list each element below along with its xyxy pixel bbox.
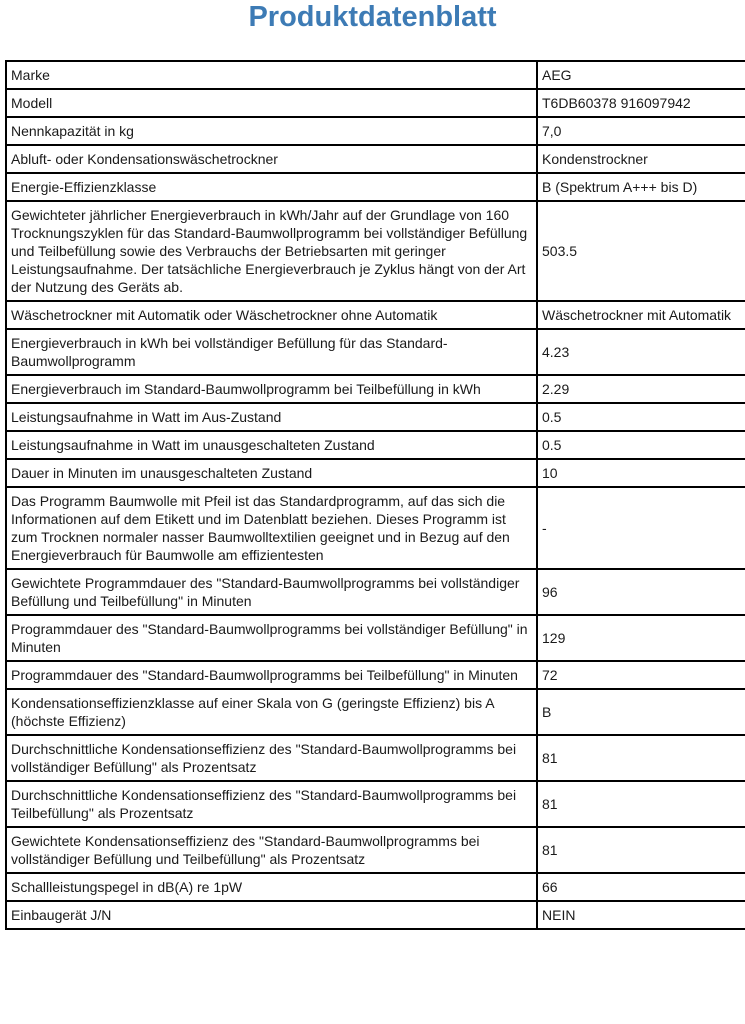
row-value: 72	[537, 661, 745, 689]
row-value: 4.23	[537, 329, 745, 375]
row-value: -	[537, 487, 745, 569]
row-label: Programmdauer des "Standard-Baumwollprogramms bei Teilbefüllung" in Minuten	[6, 661, 537, 689]
row-value: AEG	[537, 61, 745, 89]
row-label: Modell	[6, 89, 537, 117]
row-label: Programmdauer des "Standard-Baumwollprogramms bei vollständiger Befüllung" in Minuten	[6, 615, 537, 661]
row-value: B	[537, 689, 745, 735]
row-label: Nennkapazität in kg	[6, 117, 537, 145]
row-value: 0.5	[537, 403, 745, 431]
row-value: 129	[537, 615, 745, 661]
row-label: Gewichtete Kondensationseffizienz des "Standard-Baumwollprogramms bei vollständiger Befüllung und Teilbefüllung" als Prozentsatz	[6, 827, 537, 873]
row-value: 96	[537, 569, 745, 615]
row-value: NEIN	[537, 901, 745, 929]
table-row	[6, 735, 745, 781]
table-row	[6, 689, 745, 735]
table-row	[6, 375, 745, 403]
product-datasheet-body	[6, 61, 745, 929]
page-title: Produktdatenblatt	[248, 1, 497, 33]
row-value: Wäschetrockner mit Automatik	[537, 301, 745, 329]
table-row	[6, 201, 745, 301]
table-row	[6, 301, 745, 329]
table-row	[6, 61, 745, 89]
table-row	[6, 781, 745, 827]
table-row	[6, 873, 745, 901]
table-row	[6, 117, 745, 145]
row-value: 81	[537, 781, 745, 827]
row-value: 503.5	[537, 201, 745, 301]
row-label: Schallleistungspegel in dB(A) re 1pW	[6, 873, 537, 901]
table-row	[6, 431, 745, 459]
row-label: Gewichteter jährlicher Energieverbrauch in kWh/Jahr auf der Grundlage von 160 Trocknungszyklen für das Standard-Baumwollprogramm bei vollständiger Befüllung und Teilbefüllung sowie des Verbrauchs der Betriebsarten mit geringer Leistungsaufnahme. Der tatsächliche Energieverbrauch je Zyklus hängt von der Art der Nutzung des Geräts ab.	[6, 201, 537, 301]
row-label: Wäschetrockner mit Automatik oder Wäschetrockner ohne Automatik	[6, 301, 537, 329]
table-row	[6, 459, 745, 487]
row-value: 81	[537, 735, 745, 781]
row-label: Leistungsaufnahme in Watt im unausgeschalteten Zustand	[6, 431, 537, 459]
row-value: Kondenstrockner	[537, 145, 745, 173]
row-label: Dauer in Minuten im unausgeschalteten Zustand	[6, 459, 537, 487]
table-row	[6, 615, 745, 661]
row-value: 2.29	[537, 375, 745, 403]
row-label: Leistungsaufnahme in Watt im Aus-Zustand	[6, 403, 537, 431]
table-row	[6, 89, 745, 117]
product-datasheet-table	[5, 60, 745, 930]
row-label: Durchschnittliche Kondensationseffizienz des "Standard-Baumwollprogramms bei vollständiger Befüllung" als Prozentsatz	[6, 735, 537, 781]
row-value: 10	[537, 459, 745, 487]
row-value: 7,0	[537, 117, 745, 145]
row-label: Marke	[6, 61, 537, 89]
row-value: T6DB60378 916097942	[537, 89, 745, 117]
table-row	[6, 329, 745, 375]
table-row	[6, 487, 745, 569]
row-label: Durchschnittliche Kondensationseffizienz des "Standard-Baumwollprogramms bei Teilbefüllung" als Prozentsatz	[6, 781, 537, 827]
table-row	[6, 901, 745, 929]
table-row	[6, 403, 745, 431]
row-label: Energieverbrauch in kWh bei vollständiger Befüllung für das Standard-Baumwollprogramm	[6, 329, 537, 375]
row-label: Abluft- oder Kondensationswäschetrockner	[6, 145, 537, 173]
row-value: 0.5	[537, 431, 745, 459]
row-label: Energie-Effizienzklasse	[6, 173, 537, 201]
table-row	[6, 827, 745, 873]
row-label: Kondensationseffizienzklasse auf einer Skala von G (geringste Effizienz) bis A (höchste Effizienz)	[6, 689, 537, 735]
table-row	[6, 661, 745, 689]
row-label: Gewichtete Programmdauer des "Standard-Baumwollprogramms bei vollständiger Befüllung und Teilbefüllung" in Minuten	[6, 569, 537, 615]
table-row	[6, 173, 745, 201]
row-label: Einbaugerät J/N	[6, 901, 537, 929]
table-row	[6, 145, 745, 173]
table-row	[6, 569, 745, 615]
row-value: 66	[537, 873, 745, 901]
row-label: Energieverbrauch im Standard-Baumwollprogramm bei Teilbefüllung in kWh	[6, 375, 537, 403]
row-label: Das Programm Baumwolle mit Pfeil ist das Standardprogramm, auf das sich die Informationen auf dem Etikett und im Datenblatt beziehen. Dieses Programm ist zum Trocknen normaler nasser Baumwolltextilien geeignet und in Bezug auf den Energieverbrauch für Baumwolle am effizientesten	[6, 487, 537, 569]
row-value: 81	[537, 827, 745, 873]
row-value: B (Spektrum A+++ bis D)	[537, 173, 745, 201]
